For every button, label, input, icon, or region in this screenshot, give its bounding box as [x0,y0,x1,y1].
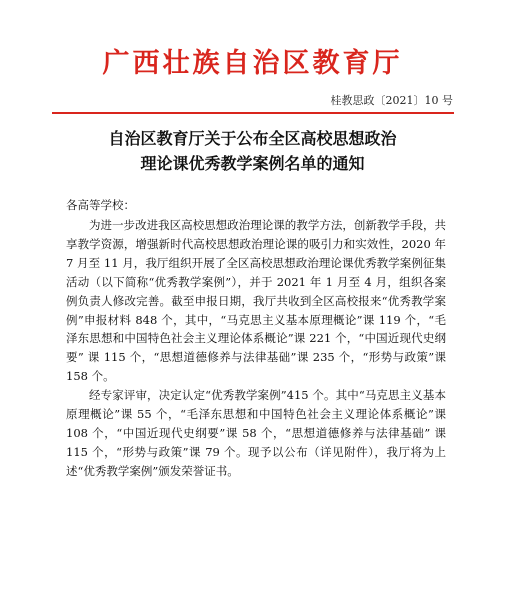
salutation: 各高等学校： [66,198,135,212]
notice-title-line-2: 理论课优秀教学案例名单的通知 [140,154,365,173]
red-header-rule [52,112,454,114]
notice-title-line-1: 自治区教育厅关于公布全区高校思想政治 [108,129,397,148]
notice-body [66,216,446,481]
issuing-authority-title: 广西壮族自治区教育厅 [102,48,403,79]
body-paragraph-2: 经专家评审，决定认定“优秀教学案例”415 个。其中“马克思主义基本原理概论”课 55 个，“毛泽东思想和中国特色社会主义理论体系概论”课 108 个，“中国近现代史纲要”课 58 个，“思想道德修养与法律基础” 课 115 个，“形势与政策”课 79 个。现予以公布（详见附件），我厅将为上述“优秀教学案例”颁发荣誉证书。 [66,388,446,478]
body-paragraph-1: 为进一步改进我区高校思想政治理论课的教学方法，创新教学手段，共享教学资源，增强新时代高校思想政治理论课的吸引力和实效性，2020 年 7 月至 11 月，我厅组织开展了全区高校思想政治理论课优秀教学案例征集活动（以下简称“优秀教学案例”），并于 2021 年 1 月至 4 月，组织各案例负责人修改完善。截至申报日期，我厅共收到全区高校报来“优秀教学案例”申报材料 848 个，其中，“马克思主义基本原理概论”课 119 个，“毛泽东思想和中国特色社会主义理论体系概论”课 221 个，“中国近现代史纲要” 课 115 个，“思想道德修养与法律基础”课 235 个，“形势与政策”课 158 个。 [66,218,446,384]
document-number: 桂教思政〔2021〕10 号 [330,94,453,107]
notice-title [40,126,465,176]
